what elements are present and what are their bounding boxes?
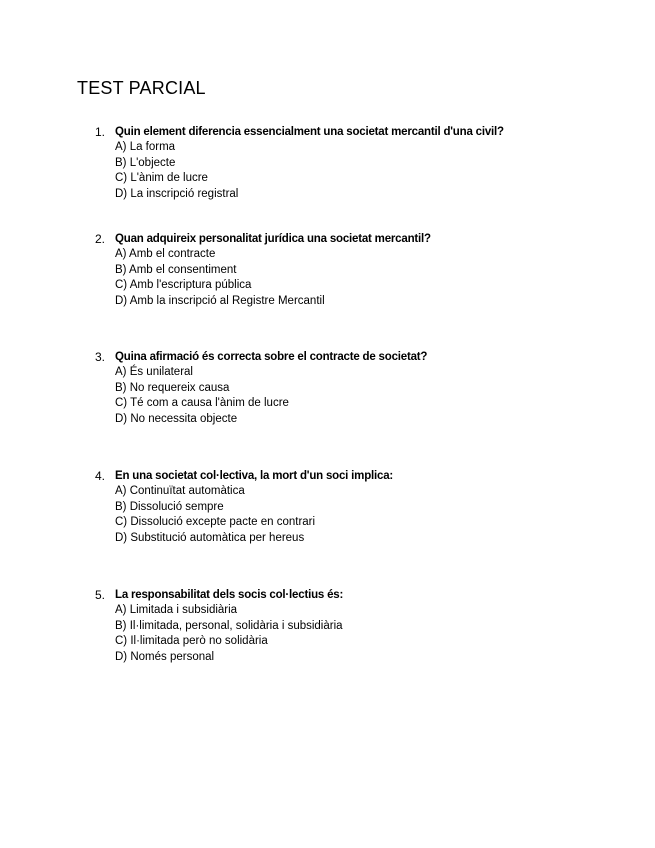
answer-option-a: A) La forma — [115, 141, 176, 153]
answer-option-d: D) La inscripció registral — [115, 187, 239, 200]
answer-option-b: B) Dissolució sempre — [115, 500, 224, 513]
question-header — [95, 124, 615, 140]
question-text: En una societat col·lectiva, la mort d'un soci implica: — [115, 470, 394, 482]
question-4 — [95, 468, 615, 546]
question-header — [95, 231, 615, 247]
answer-option-c: C) Dissolució excepte pacte en contrari — [115, 516, 316, 528]
answer-option-d: D) Substitució automàtica per hereus — [115, 531, 305, 544]
question-header — [95, 349, 615, 365]
question-header — [95, 468, 615, 484]
question-number: 4. — [95, 469, 106, 483]
question-header — [95, 587, 615, 603]
question-text: Quin element diferencia essencialment una societat mercantil d'una civil? — [115, 126, 504, 138]
answer-option-b: B) L'objecte — [115, 156, 176, 169]
answer-option-b: B) Il·limitada, personal, solidària i subsidiària — [115, 619, 343, 632]
answer-option-a: A) És unilateral — [115, 366, 193, 378]
answer-options — [95, 247, 615, 309]
answer-options — [95, 140, 615, 202]
answer-options — [95, 603, 615, 665]
question-text: Quina afirmació és correcta sobre el contracte de societat? — [115, 351, 428, 363]
question-3 — [95, 349, 615, 427]
question-1 — [95, 124, 615, 202]
question-number: 2. — [95, 232, 106, 246]
answer-option-d: D) Amb la inscripció al Registre Mercantil — [115, 294, 325, 307]
page-title: TEST PARCIAL — [77, 78, 206, 98]
answer-options — [95, 484, 615, 546]
question-number: 5. — [95, 588, 106, 602]
answer-options — [95, 365, 615, 427]
question-number: 1. — [95, 125, 106, 139]
answer-option-c: C) Amb l'escriptura pública — [115, 279, 252, 291]
question-number: 3. — [95, 350, 106, 364]
answer-option-d: D) No necessita objecte — [115, 412, 238, 425]
question-5 — [95, 587, 615, 665]
answer-option-a: A) Continuïtat automàtica — [115, 485, 245, 497]
answer-option-c: C) Il·limitada però no solidària — [115, 635, 268, 647]
answer-option-c: C) Té com a causa l'ànim de lucre — [115, 397, 289, 409]
answer-option-a: A) Amb el contracte — [115, 248, 216, 260]
answer-option-b: B) No requereix causa — [115, 381, 230, 394]
question-text: Quan adquireix personalitat jurídica una societat mercantil? — [115, 233, 431, 245]
question-text: La responsabilitat dels socis col·lectius és: — [115, 589, 344, 601]
answer-option-c: C) L'ànim de lucre — [115, 172, 208, 184]
answer-option-a: A) Limitada i subsidiària — [115, 604, 238, 616]
answer-option-b: B) Amb el consentiment — [115, 263, 237, 276]
question-2 — [95, 231, 615, 309]
answer-option-d: D) Només personal — [115, 650, 215, 663]
